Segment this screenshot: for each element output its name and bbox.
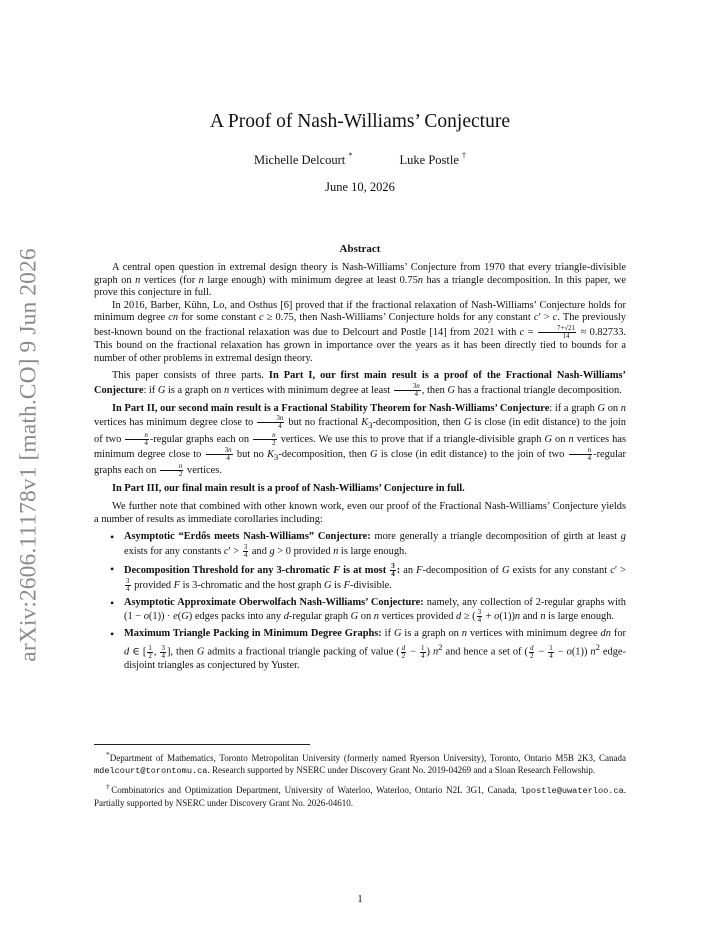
page-number: 1 [357, 893, 363, 905]
abstract-para-6: We further note that combined with other known work, even our proof of the Fractional Nash-Williams’ Conjecture yields a number of results as immediate corollaries including: [94, 501, 626, 525]
email-postle[interactable]: lpostle@uwaterloo.ca [520, 786, 624, 796]
abstract-heading: Abstract [339, 243, 381, 255]
footnotes [94, 749, 626, 813]
corollary-list [94, 531, 626, 672]
author2-footnote-mark: † [462, 151, 467, 160]
list-item: • Maximum Triangle Packing in Minimum Degree Graphs: if G is a graph on n vertices with minimum degree dn for d ∈ [ $\frac{1}{2}$ , $\frac{3}{4}$ ], then G admits a fractional triangle packing of value ( $\frac{d}{2}$ − $\frac{1}{4}$ ) $n^2$ and hence a set of ( $\frac{d}{2}$ − $\frac{1}{4}$ − o(1)) $n^2$ edge-disjoint triangles as conjectured by Yuster. [124, 628, 626, 672]
arxiv-identifier: arXiv:2606.11178v1 [math.CO] 9 Jun 2026 [15, 248, 42, 662]
author-postle: Luke Postle † [399, 151, 467, 168]
arxiv-sidebar-stamp [6, 250, 52, 660]
footnote-delcourt: *Department of Mathematics, Toronto Metropolitan University (formerly named Ryerson University), Toronto, Ontario M5B 2K3, Canada mdelcourt@torontomu.ca. Research supported by NSERC under Discovery Grant No. 2019-04269 and a Sloan Research Fellowship. [94, 750, 626, 776]
author-delcourt: Michelle Delcourt * [253, 151, 353, 168]
list-item: • Decomposition Threshold for any 3-chromatic F is at most $\frac{3}{4}$ : an F-decomposition of G exists for any constant c′ > $\frac{3}{4}$ provided F is 3-chromatic and the host graph G is F-divisible. [124, 563, 626, 593]
abstract-para-1: A central open question in extremal design theory is Nash-Williams’ Conjecture from 1970 that every triangle-divisible graph on n vertices (for n large enough) with minimum degree at least 0.75n has a triangle decomposition. In this paper, we prove this conjecture in full. [94, 262, 626, 299]
list-item: • Asymptotic “Erdős meets Nash-Williams” Conjecture: more generally a triangle decomposition of girth at least g exists for any constants c′ > $\frac{3}{4}$ and g > 0 provided n is large enough. [124, 531, 626, 559]
abstract-body [94, 262, 626, 676]
footnote-postle: †Combinatorics and Optimization Department, University of Waterloo, Waterloo, Ontario N2L 3G1, Canada, lpostle@uwaterloo.ca. Partially supported by NSERC under Discovery Grant No. 2026-04610. [94, 782, 627, 808]
abstract-para-3: This paper consists of three parts. In Part I, our first main result is a proof of the Fractional Nash-Williams’ Conjecture: if G is a graph on n vertices with minimum degree at least $\frac{3n}{4}$ , then G has a fractional triangle decomposition. [94, 370, 626, 398]
email-delcourt[interactable]: mdelcourt@torontomu.ca [94, 765, 208, 776]
paper-title: A Proof of Nash-Williams’ Conjecture [210, 111, 510, 132]
list-item: • Asymptotic Approximate Oberwolfach Nash-Williams’ Conjecture: namely, any collection of 2-regular graphs with (1 − o(1)) · e(G) edges packs into any d-regular graph G on n vertices provided d ≥ ( $\frac{3}{4}$ + o(1))n and n is large enough. [124, 597, 626, 625]
author1-footnote-mark: * [348, 151, 353, 160]
paper-date: June 10, 2026 [325, 180, 395, 194]
author-line [94, 152, 626, 168]
abstract-para-5: In Part III, our final main result is a proof of Nash-Williams’ Conjecture in full. [112, 483, 465, 495]
abstract-para-2: In 2016, Barber, Kühn, Lo, and Osthus [6] proved that if the fractional relaxation of Nash-Williams’ Conjecture holds for minimum degree cn for some constant c ≥ 0.75, then Nash-Williams’ Conjecture holds for any constant c′ > c. The previously best-known bound on the fractional relaxation was due to Delcourt and Postle [14] from 2021 with c = $\frac{7+√21}{14}$ ≈ 0.82733. This bound on the fractional relaxation has grown in importance over the years as it has been directly tied to bounds for a number of other problems in extremal design theory. [94, 299, 626, 364]
footnote-rule [94, 744, 310, 745]
abstract-para-4: In Part II, our second main result is a Fractional Stability Theorem for Nash-Williams’ Conjecture: if a graph G on n vertices has minimum degree close to $\frac{3n}{4}$ but no fractional $K_3$-decomposition, then G is close (in edit distance) to the join of two $\frac{n}{4}$ -regular graphs each on $\frac{n}{2}$ vertices. We use this to prove that if a triangle-divisible graph G on n vertices has minimum degree close to $\frac{3n}{4}$ but no $K_3$-decomposition, then G is close (in edit distance) to the join of two $\frac{n}{4}$ -regular graphs each on $\frac{n}{2}$ vertices. [94, 402, 627, 479]
